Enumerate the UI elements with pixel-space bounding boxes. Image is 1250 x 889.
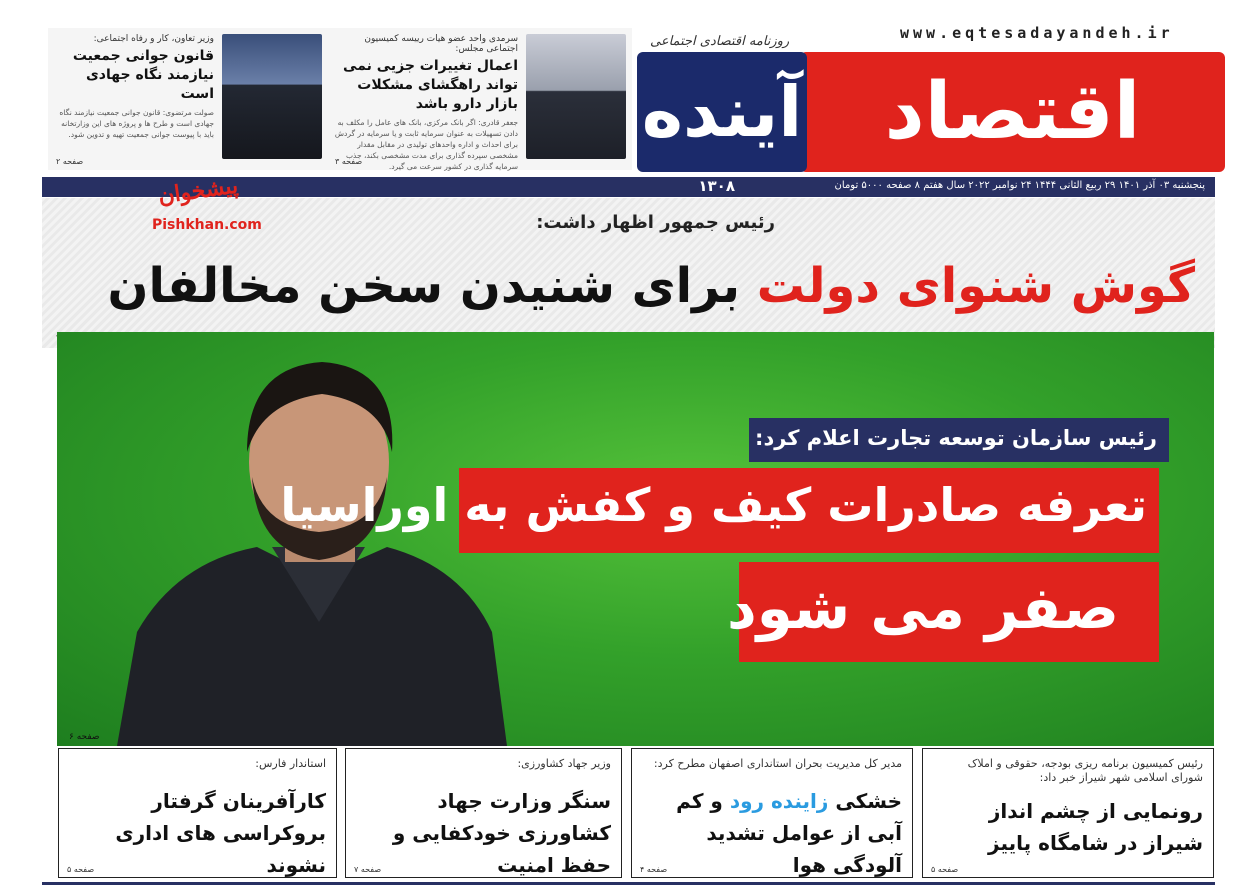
watermark-logo: پیشخوان	[156, 172, 240, 210]
newspaper-logo-sub: آینده	[637, 52, 807, 172]
issue-date: پنجشنبه ۰۳ آذر ۱۴۰۱ ۲۹ ربیع الثانی ۱۴۴۴ ۲۴ نوامبر ۲۰۲۲ سال هفتم ۸ صفحه ۵۰۰۰ تومان	[834, 180, 1205, 191]
main-headline-black: برای شنیدن سخن مخالفان	[107, 258, 740, 314]
page-reference: صفحه ۳	[335, 157, 363, 166]
headline-highlight: زاینده رود	[729, 789, 829, 813]
bottom-story-3[interactable]	[345, 748, 622, 878]
bottom-story-4[interactable]	[58, 748, 337, 878]
teaser-body: جعفر قادری: اگر بانک مرکزی، بانک های عامل را مکلف به دادن تسهیلات به عنوان سرمایه ثابت و یا سرمایه در گردش برای احداث و اداره واحدهای تولیدی در مقابل مقدار مشخصی سپرده گذاری برای مدت مشخصی بکند، جذب سرمایه گذاری در کشور سرعت می گیرد.	[334, 118, 518, 171]
main-headline	[108, 258, 1195, 314]
hero-headline-line1: تعرفه صادرات کیف و کفش به اوراسیا	[280, 478, 1147, 532]
main-headline-red: گوش شنوای دولت	[756, 258, 1195, 314]
teaser-kicker: سرمدی واحد عضو هیات رییسه کمیسیون اجتماعی مجلس:	[364, 34, 518, 54]
story-kicker: رئیس کمیسیون برنامه ریزی بودجه، حقوقی و املاک شورای اسلامی شهر شیراز خبر داد:	[967, 757, 1203, 784]
newspaper-logo-main: اقتصاد	[800, 52, 1225, 172]
story-headline: کارآفرینان گرفتار بروکراسی های اداری نشوند	[115, 789, 326, 877]
teaser-box-2[interactable]	[48, 28, 328, 170]
teaser-photo	[526, 34, 626, 159]
website-url: www.eqtesadayandeh.ir	[900, 24, 1174, 42]
bottom-story-2[interactable]	[631, 748, 913, 878]
story-headline: سنگر وزارت جهاد کشاورزی خودکفایی و حفظ امنیت	[392, 789, 611, 877]
hero-kicker-banner	[749, 418, 1169, 462]
page-reference: صفحه ۵	[67, 865, 95, 874]
person-photo	[97, 332, 517, 746]
teaser-headline: اعمال تغییرات جزیی نمی تواند راهگشای مشکلات بازار دارو باشد	[343, 58, 518, 112]
teaser-body: صولت مرتضوی: قانون جوانی جمعیت نیازمند نگاه جهادی است و طرح ها و پروژه های این وزارتخانه باید با پیوست جوانی جمعیت تهیه و تدوین شود.	[59, 108, 214, 139]
page-reference: صفحه ۷	[354, 865, 382, 874]
tagline: روزنامه اقتصادی اجتماعی	[650, 34, 790, 49]
headline-part: و کم آبی از عوامل تشدید آلودگی هوا	[676, 789, 902, 877]
watermark-url: Pishkhan.com	[152, 217, 262, 233]
story-kicker: استاندار فارس:	[255, 757, 326, 770]
issue-number: ۱۳۰۸	[698, 177, 735, 195]
story-headline: رونمایی از چشم انداز شیراز در شامگاه پاییز	[988, 799, 1203, 855]
headline-part: خشکی	[828, 789, 902, 813]
hero-kicker: رئیس سازمان توسعه تجارت اعلام کرد:	[755, 426, 1157, 450]
teaser-headline: قانون جوانی جمعیت نیازمند نگاه جهادی است	[72, 48, 214, 102]
teaser-kicker: وزیر تعاون، کار و رفاه اجتماعی:	[93, 34, 214, 44]
page-reference: صفحه ۶	[69, 732, 100, 742]
story-kicker: وزیر جهاد کشاورزی:	[517, 757, 611, 770]
hero-headline-banner-2	[726, 562, 1159, 662]
footer-rule	[42, 882, 1215, 885]
hero-story[interactable]	[57, 332, 1214, 746]
page-reference: صفحه ۲	[56, 157, 84, 166]
page-reference: صفحه ۴	[640, 865, 668, 874]
teaser-box-1[interactable]	[327, 28, 632, 170]
story-kicker: مدیر کل مدیریت بحران استانداری اصفهان مطرح کرد:	[653, 757, 902, 770]
hero-headline-banner-1	[280, 468, 1159, 553]
teaser-photo	[222, 34, 322, 159]
hero-headline-line2: صفر می شود	[726, 574, 1119, 642]
page-reference: صفحه ۵	[931, 865, 959, 874]
main-kicker: رئیس جمهور اظهار داشت:	[536, 212, 775, 233]
bottom-story-1[interactable]	[922, 748, 1214, 878]
story-headline	[638, 785, 902, 881]
